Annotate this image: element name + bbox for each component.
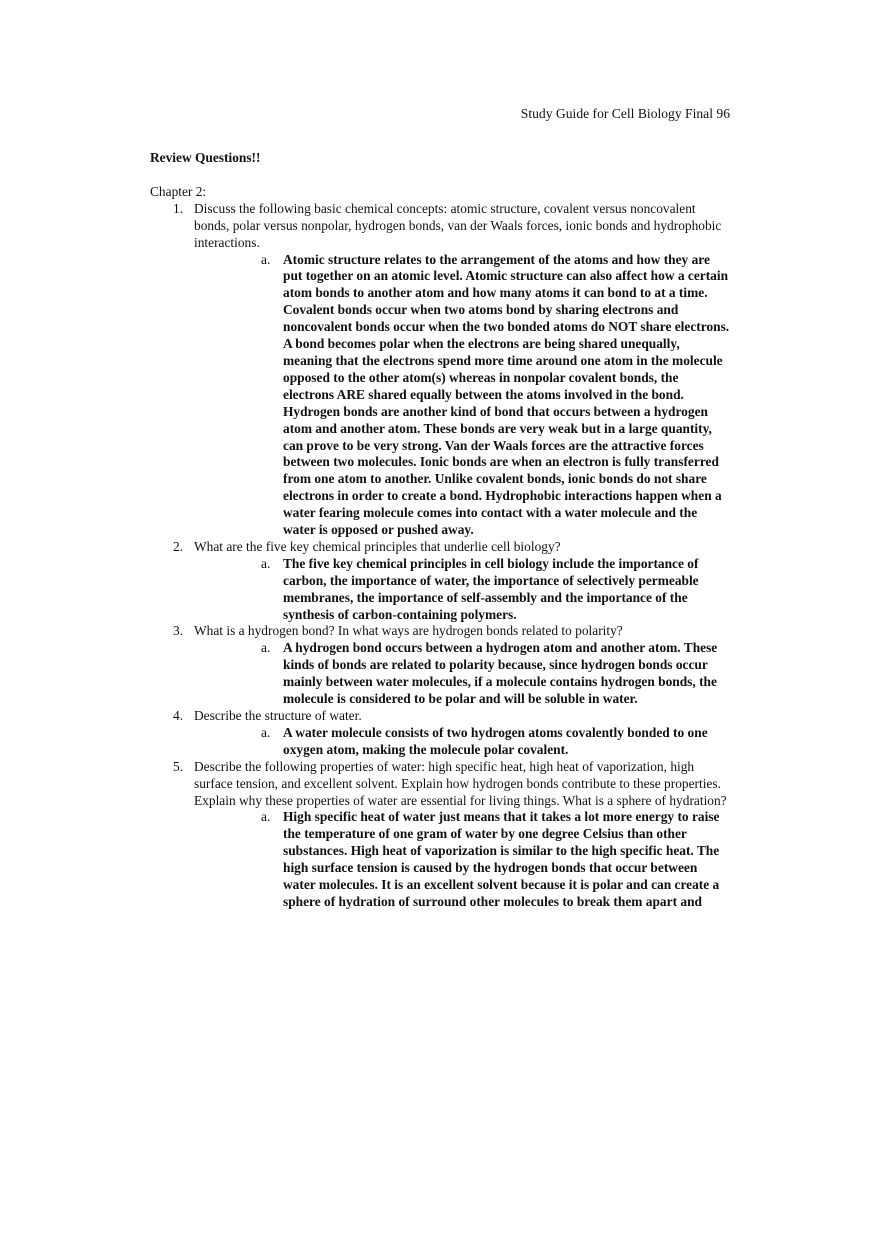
question-number: 4. [173,708,184,723]
document-body [150,150,732,911]
section-title: Review Questions!! [150,150,261,165]
answer-text: The five key chemical principles in cell biology include the importance of carbon, the importance of water, the importance of selectively permeable membranes, the importance of self-assembly and the importance of the synthesis of carbon-containing polymers. [283,555,699,622]
answer-item [194,725,732,759]
question-text: What are the five key chemical principles that underlie cell biology? [194,538,561,554]
question-item [150,539,732,624]
question-list [150,201,732,911]
answer-text: A water molecule consists of two hydrogen atoms covalently bonded to one oxygen atom, making the molecule polar covalent. [283,724,708,757]
question-item [150,759,732,911]
answer-letter: a. [261,724,271,740]
answer-letter: a. [261,640,271,656]
question-text: Discuss the following basic chemical concepts: atomic structure, covalent versus noncovalent bonds, polar versus nonpolar, hydrogen bonds, van der Waals forces, ionic bonds and hydrophobic interactions. [194,200,722,250]
answer-item [194,640,732,708]
answer-item [194,556,732,624]
running-header: Study Guide for Cell Biology Final 96 [520,106,730,121]
question-number: 2. [173,538,184,554]
question-item [150,623,732,708]
question-text: Describe the following properties of water: high specific heat, high heat of vaporization, high surface tension, and excellent solvent. Explain how hydrogen bonds contribute to these properties. Explain why these properties of water are essential for living things. What is a sphere of hydration? [194,758,727,808]
chapter-label: Chapter 2: [150,183,207,199]
question-item [150,708,732,759]
answer-letter: a. [261,809,271,825]
question-number: 3. [173,623,184,639]
answer-text: High specific heat of water just means that it takes a lot more energy to raise the temperature of one gram of water by one degree Celsius than other substances. High heat of vaporization is similar to the high specific heat. The high surface tension is caused by the hydrogen bonds that occur between water molecules. It is an excellent solvent because it is polar and can create a sphere of hydration of surround other molecules to break them apart and [283,809,720,909]
answer-text: A hydrogen bond occurs between a hydrogen atom and another atom. These kinds of bonds are related to polarity because, since hydrogen bonds occur mainly between water molecules, if a molecule contains hydrogen bonds, the molecule is considered to be polar and will be soluble in water. [283,640,718,707]
answer-letter: a. [261,555,271,571]
answer-item [194,252,732,539]
question-item [150,201,732,539]
question-number: 1. [173,200,184,216]
question-text: Describe the structure of water. [194,708,362,723]
question-text: What is a hydrogen bond? In what ways are hydrogen bonds related to polarity? [194,623,623,639]
question-number: 5. [173,758,184,774]
answer-text: Atomic structure relates to the arrangement of the atoms and how they are put together on an atomic level. Atomic structure can also affect how a certain atom bonds to another atom and how many atoms it can bond to at a time. Covalent bonds occur when two atoms bond by sharing electrons and noncovalent bonds occur when the two bonded atoms do NOT share electrons. A bond becomes polar when the electrons are being shared unequally, meaning that the electrons spend more time around one atom in the molecule opposed to the other atom(s) whereas in nonpolar covalent bonds, the electrons ARE shared equally between the atoms involved in the bond. Hydrogen bonds are another kind of bond that occurs between a hydrogen atom and another atom. These bonds are very weak but in a large quantity, can prove to be very strong. Van der Waals forces are the attractive forces between two molecules. Ionic bonds are when an electron is fully transferred from one atom to another. Unlike covalent bonds, ionic bonds do not share electrons in order to create a bond. Hydrophobic interactions happen when a water fearing molecule comes into contact with a water molecule and the water is opposed or pushed away. [283,251,730,538]
answer-item [194,809,732,910]
answer-letter: a. [261,251,271,267]
